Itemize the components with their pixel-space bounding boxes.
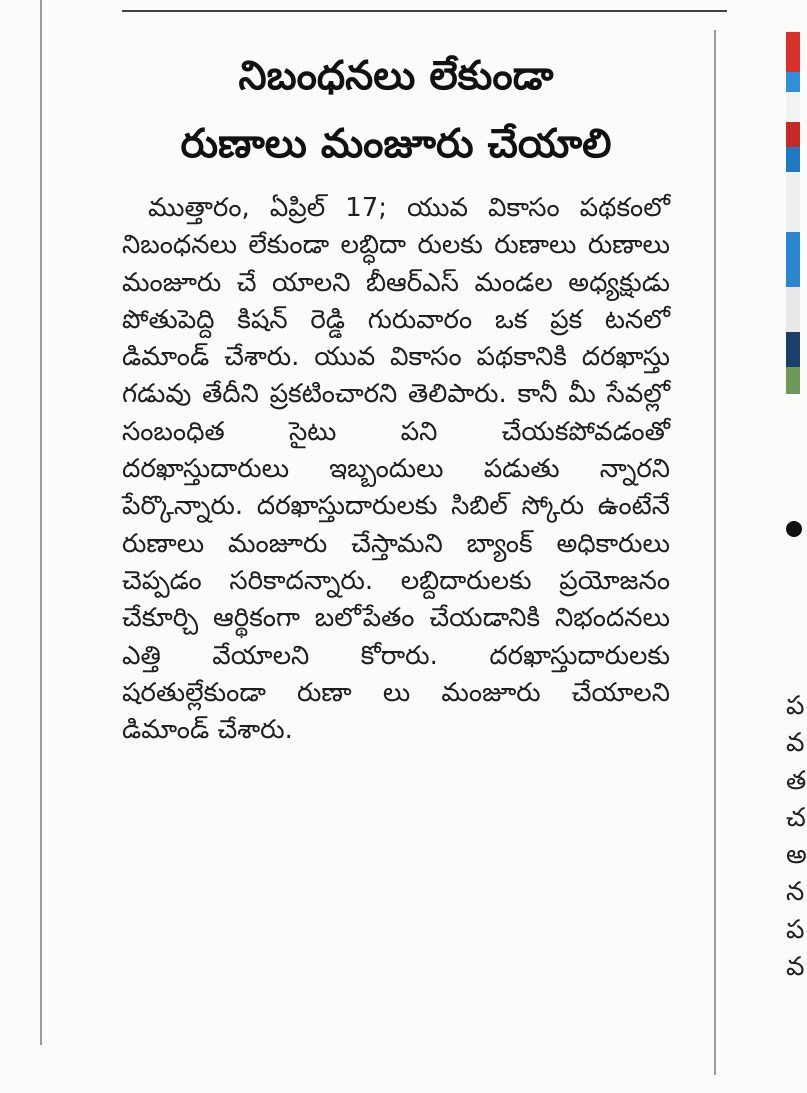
adjacent-line: వ [786,952,805,983]
left-column-rule [40,0,42,1045]
bullet-icon [786,521,802,537]
adjacent-line: న [786,877,805,908]
column-divider-rule [714,30,716,1075]
adjacent-column-text [786,688,807,1048]
adjacent-line: చ [786,802,806,833]
headline-line-2: రుణాలు మంజూరు చేయాలి [180,121,612,167]
article-body: ముత్తారం, ఏప్రిల్ 17; యువ వికాసం పథకంలో నిబంధనలు లేకుండా లబ్ధిదా రులకు రుణాలు రుణాలు మంజూరు చే యాలని బీఆర్ఎస్ మండల అధ్యక్షుడు పోతుపెద్ది కిషన్ రెడ్డి గురువారం ఒక ప్రక టనలో డిమాండ్ చేశారు. యువ వికాసం పథకానికి దరఖాస్తు గడువు తేదీని ప్రకటించారని తెలిపారు. కానీ మీ సేవల్లో సంబంధిత సైటు పని చేయకపోవడంతో దరఖాస్తుదారులు ఇబ్బందులు పడుతు న్నారని పేర్కొన్నారు. దరఖాస్తుదారులకు సిబిల్ స్కోరు ఉంటేనే రుణాలు మంజూరు చేస్తామని బ్యాంక్ అధికారులు చెప్పడం సరికాదన్నారు. లబ్దిదారులకు ప్రయోజనం చేకూర్చి ఆర్థికంగా బలోపేతం చేయడానికి నిభందనలు ఎత్తి వేయాలని కోరారు. దరఖాస్తుదారులకు షరతుల్లేకుండా రుణా లు మంజూరు చేయాలని డిమాండ్ చేశారు. [122,193,670,746]
adjacent-line: వ [786,728,805,759]
headline-line-1: నిబంధనలు లేకుండా [238,53,554,99]
news-article [122,42,670,749]
adjacent-photo [786,32,800,394]
article-headline [122,42,670,178]
adjacent-line: ప [786,914,805,945]
adjacent-line: త [786,765,807,796]
top-rule [122,10,727,12]
adjacent-line: అ [786,840,807,871]
adjacent-line: ప [786,691,805,721]
